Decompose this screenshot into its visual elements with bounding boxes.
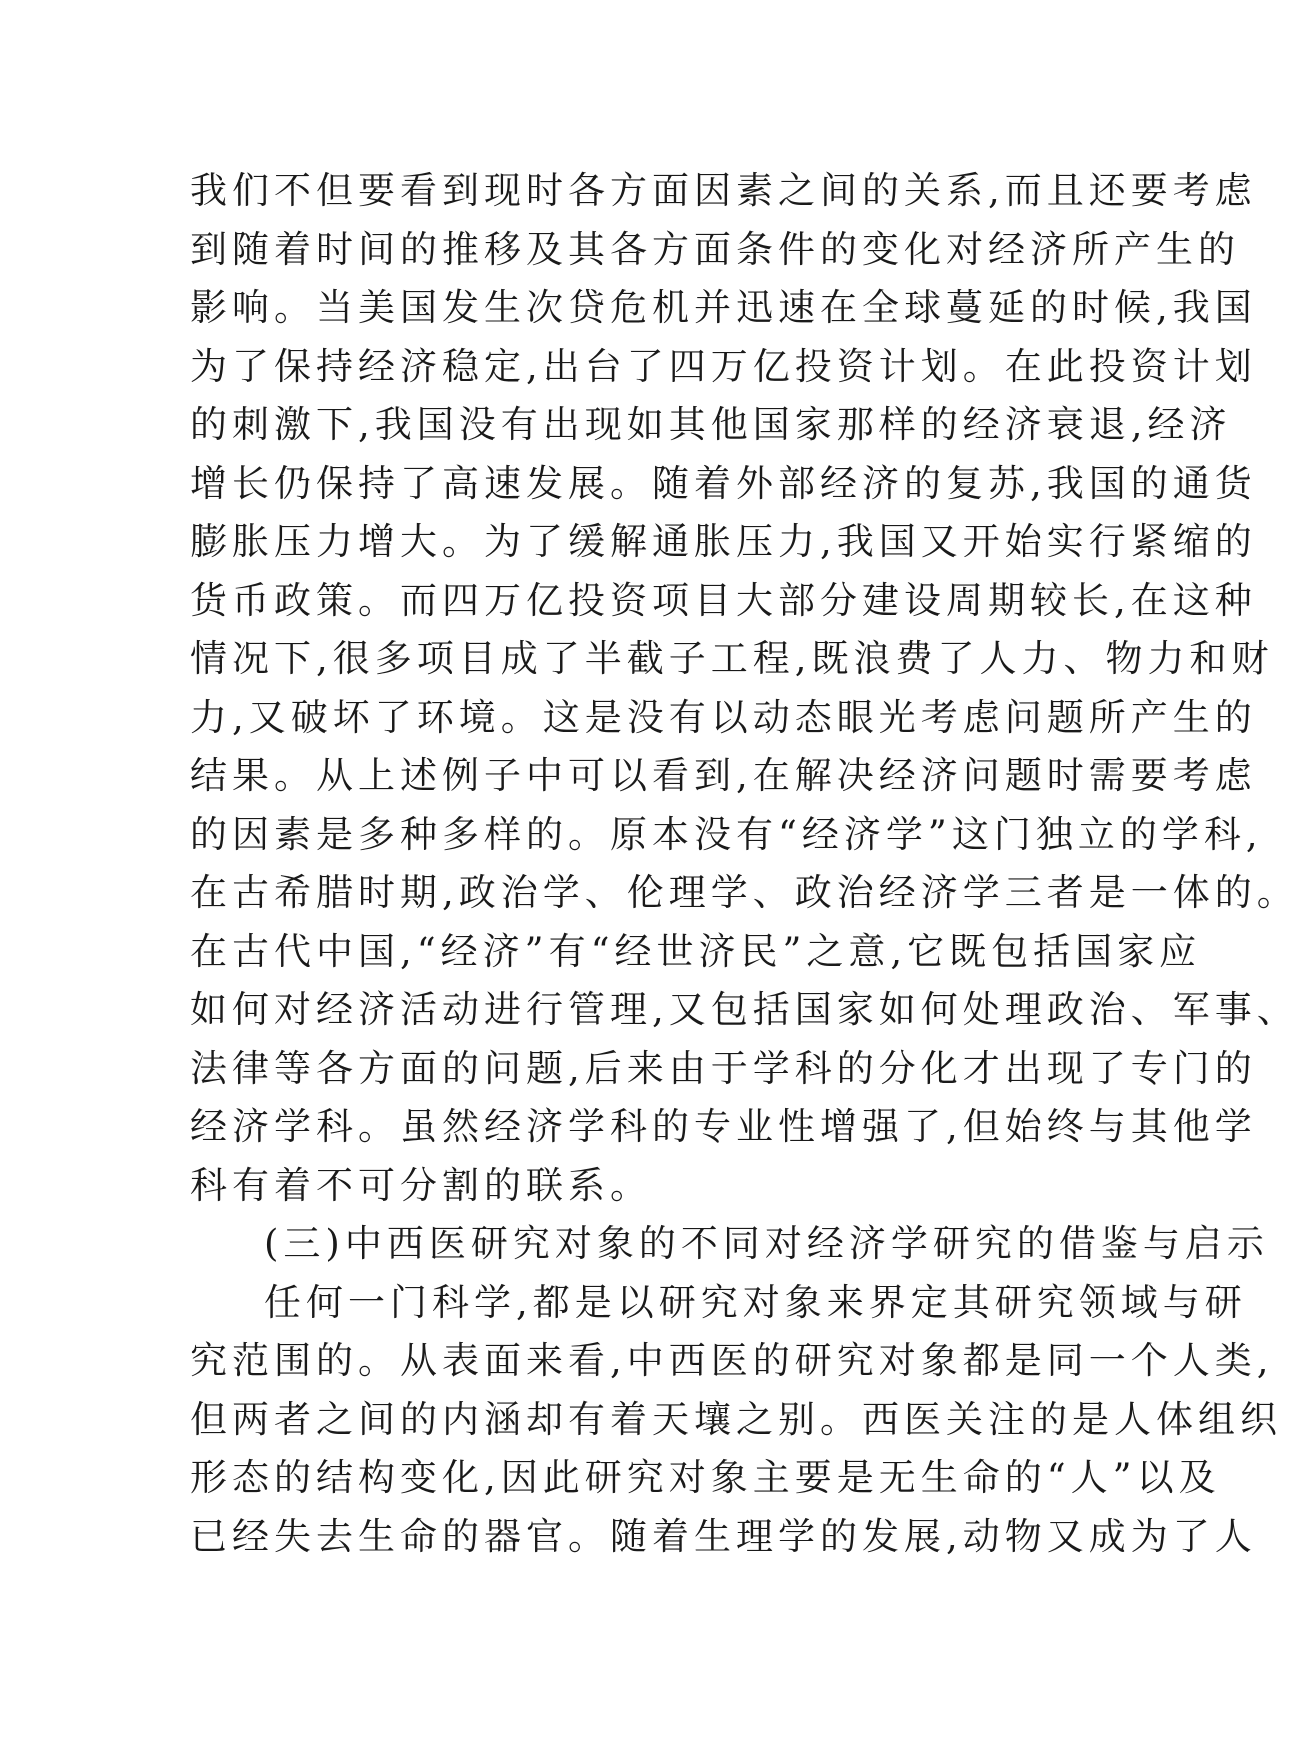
text-line: 的因素是多种多样的。原本没有“经济学”这门独立的学科,	[190, 812, 1263, 856]
text-line: 膨胀压力增大。为了缓解通胀压力,我国又开始实行紧缩的	[190, 520, 1257, 563]
body-text	[190, 162, 1299, 1566]
text-line: 形态的结构变化,因此研究对象主要是无生命的“人”以及	[190, 1456, 1221, 1499]
text-line: 结果。从上述例子中可以看到,在解决经济问题时需要考虑	[190, 754, 1257, 797]
text-line: 情况下,很多项目成了半截子工程,既浪费了人力、物力和财	[190, 637, 1274, 680]
text-line: 在古代中国,“经济”有“经世济民”之意,它既包括国家应	[190, 929, 1202, 973]
text-line: 经济学科。虽然经济学科的专业性增强了,但始终与其他学	[190, 1105, 1257, 1148]
text-line: 法律等各方面的问题,后来由于学科的分化才出现了专门的	[190, 1046, 1257, 1090]
text-line: 的刺激下,我国没有出现如其他国家那样的经济衰退,经济	[190, 403, 1232, 446]
text-line: 增长仍保持了高速发展。随着外部经济的复苏,我国的通货	[190, 461, 1257, 505]
text-line: 货币政策。而四万亿投资项目大部分建设周期较长,在这种	[190, 578, 1257, 622]
text-line: 影响。当美国发生次贷危机并迅速在全球蔓延的时候,我国	[190, 286, 1257, 329]
text-line: 到随着时间的推移及其各方面条件的变化对经济所产生的	[190, 227, 1240, 271]
text-line: 但两者之间的内涵却有着天壤之别。西医关注的是人体组织	[190, 1397, 1282, 1441]
paragraph-first-line: 任何一门科学,都是以研究对象来界定其研究领域与研	[264, 1280, 1247, 1324]
text-line: 我们不但要看到现时各方面因素之间的关系,而且还要考虑	[190, 169, 1257, 212]
text-line: 在古希腊时期,政治学、伦理学、政治经济学三者是一体的。	[190, 871, 1299, 914]
text-line: 已经失去生命的器官。随着生理学的发展,动物又成为了人	[190, 1514, 1257, 1558]
text-line: 如何对经济活动进行管理,又包括国家如何处理政治、军事、	[190, 988, 1299, 1031]
text-line: 为了保持经济稳定,出台了四万亿投资计划。在此投资计划	[190, 344, 1257, 388]
text-line: 科有着不可分割的联系。	[190, 1163, 652, 1207]
text-line: 究范围的。从表面来看,中西医的研究对象都是同一个人类,	[190, 1339, 1274, 1382]
section-heading: (三)中西医研究对象的不同对经济学研究的借鉴与启示	[264, 1222, 1269, 1265]
text-line: 力,又破坏了环境。这是没有以动态眼光考虑问题所产生的	[190, 695, 1257, 739]
